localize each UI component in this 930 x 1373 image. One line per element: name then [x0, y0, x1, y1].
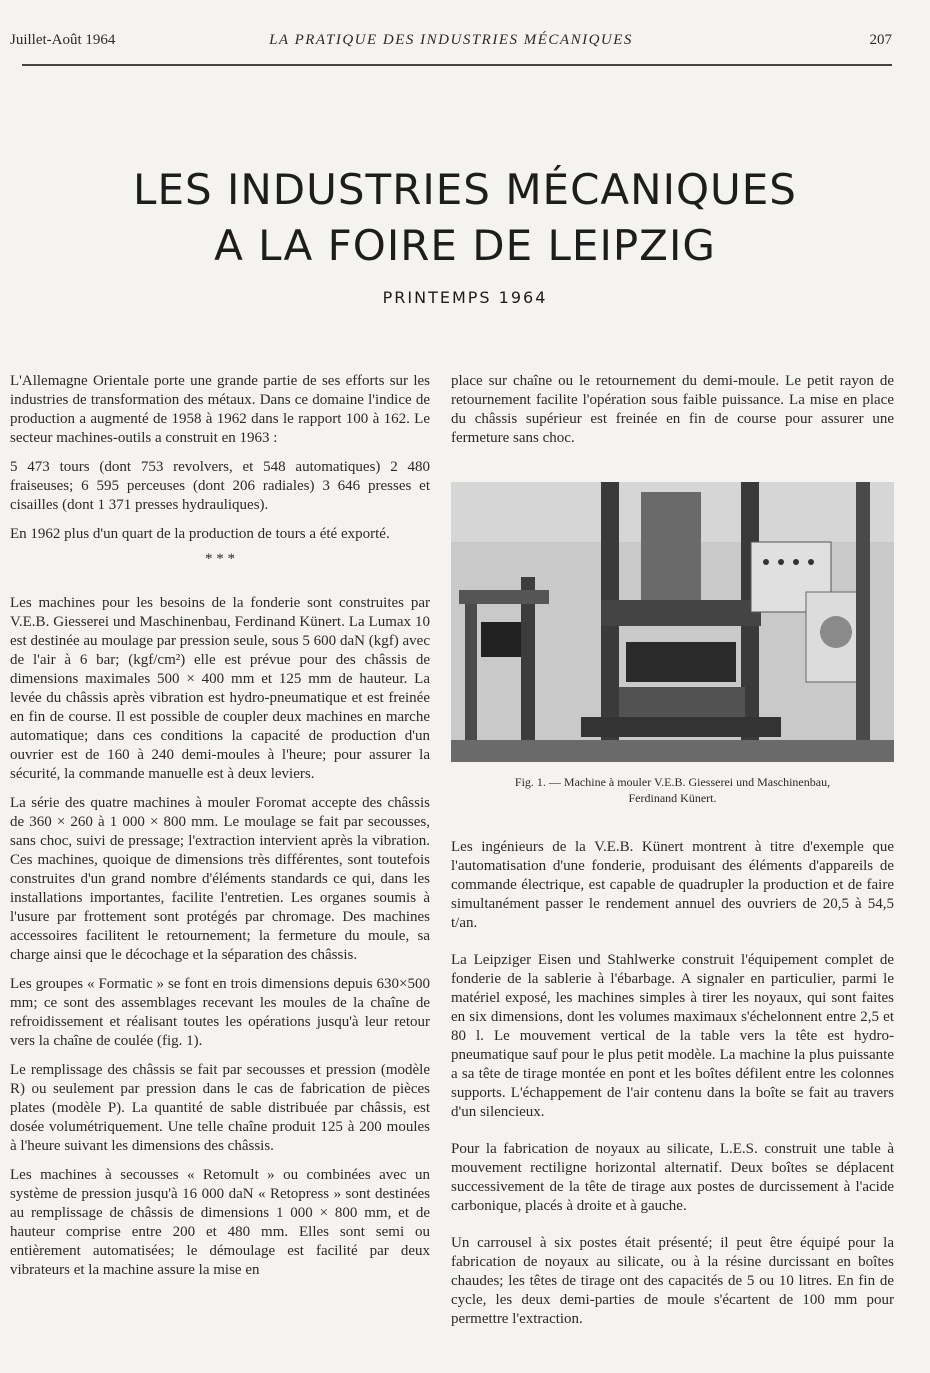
caption-line-2: Ferdinand Künert. — [628, 791, 717, 805]
foundry-machine-illustration — [451, 482, 894, 762]
page-number: 207 — [869, 32, 892, 48]
paragraph: Un carrousel à six postes était présenté; il peut être équipé pour la fabrication de noyaux au silicate, ou à la résine durcissant en boîtes chaudes; les têtes de tirage ont des capacités de 5 ou 10 litres. En fin de cycle, les deux demi-parties de moule s'écartent de 100 mm pour permettre l'extraction. — [451, 1235, 894, 1327]
section-separator: * * * — [205, 551, 235, 567]
paragraph: Pour la fabrication de noyaux au silicate, L.E.S. construit une table à mouvement rectiligne horizontal alternatif. Deux boîtes se déplacent successivement de la tête de tirage aux postes de durcissement à l'acide carbonique, placés à droite et à gauche. — [451, 1141, 894, 1214]
left-column — [10, 372, 430, 1290]
running-header — [10, 32, 892, 54]
paragraph: La série des quatre machines à mouler Foromat accepte des châssis de 360 × 260 à 1 000 × 800 mm. Le moulage se fait par secousses, sans choc, suivi de pressage; l'extraction intervient après la vibration. Ces machines, quoique de dimensions très différentes, sont toutefois construites d'un grand nombre d'éléments standards ce qui, dans les installations importantes, facilite l'entretien. Les organes soumis à l'usure par frottement sont protégés par chromage. Des machines accessoires facilitent le retournement; la fermeture du moule, sa charge ainsi que le décochage et la séparation des châssis. — [10, 795, 430, 963]
figure-caption — [451, 774, 894, 806]
right-column — [451, 372, 894, 1347]
machine-photo — [451, 482, 894, 762]
paragraph: 5 473 tours (dont 753 revolvers, et 548 automatiques) 2 480 fraiseuses; 6 595 perceuses (dont 206 radiales) 3 646 presses et cisailles (dont 1 371 presses hydrauliques). — [10, 459, 430, 513]
journal-title: LA PRATIQUE DES INDUSTRIES MÉCANIQUES — [269, 32, 633, 48]
title-line-1: LES INDUSTRIES MÉCANIQUES — [133, 165, 797, 214]
paragraph: Le remplissage des châssis se fait par secousses et pression (modèle R) ou seulement par pression dans le cas de fabrication de pièces plates (modèle P). La quantité de sable distribuée par châssis, est dosée volumétriquement. Une telle chaîne produit 125 à 200 moules à l'heure suivant les dimensions des châssis. — [10, 1062, 430, 1154]
paragraph: Les machines à secousses « Retomult » ou combinées avec un système de pression jusqu'à 16 000 daN « Retopress » sont destinées au remplissage de châssis de dimensions 1 000 × 800 mm, et de hauteur comprise entre 200 et 480 mm. Elles sont semi ou entièrement automatisées; le démoulage est facilité par deux vibrateurs et la machine assure la mise en — [10, 1167, 430, 1278]
caption-line-1: Fig. 1. — Machine à mouler V.E.B. Giesserei und Maschinenbau, — [514, 775, 831, 789]
paragraph: Les groupes « Formatic » se font en trois dimensions depuis 630×500 mm; ce sont des assemblages recevant les moules de la chaîne de refroidissement et réalisant toutes les opérations jusqu'à leur retour vers la chaîne de coulée (fig. 1). — [10, 976, 430, 1049]
header-rule — [22, 64, 892, 66]
paragraph: L'Allemagne Orientale porte une grande partie de ses efforts sur les industries de transformation des métaux. Dans ce domaine l'indice de production a augmenté de 1958 à 1962 dans le rapport 100 à 162. Le secteur machines-outils a construit en 1963 : — [10, 373, 430, 446]
paragraph: La Leipziger Eisen und Stahlwerke construit l'équipement complet de fonderie de la sablerie à l'ébarbage. A signaler en particulier, parmi le matériel exposé, les machines simples à tirer les noyaux, qui sont faites en six dimensions, dont les volumes maximaux s'échelonnent entre 2,5 et 80 l. Le mouvement vertical de la table vers la tête est hydro-pneumatique sauf pour le plus petit modèle. La machine la plus puissante a sa tête de tirage montée en pont et les boîtes défilent entre les colonnes supports. L'échappement de l'air contenu dans la boîte se fait au travers d'un silencieux. — [451, 952, 894, 1120]
paragraph: En 1962 plus d'un quart de la production de tours a été exporté. — [10, 526, 390, 542]
title-line-2: A LA FOIRE DE LEIPZIG — [214, 221, 716, 270]
article-title — [0, 162, 930, 274]
paragraph: Les ingénieurs de la V.E.B. Künert montrent à titre d'exemple que l'automatisation d'une fonderie, produisant des éléments d'appareils de commande électrique, est capable de quadrupler la production et de faire simultanément passer le rendement annuel des ouvriers de 20,5 à 54,5 t/an. — [451, 839, 894, 931]
issue-date: Juillet-Août 1964 — [10, 32, 116, 48]
paragraph: place sur chaîne ou le retournement du demi-moule. Le petit rayon de retournement facilite l'opération sous faible puissance. La mise en place du châssis supérieur est freinée en fin de course pour assurer une fermeture sans choc. — [451, 373, 894, 446]
article-subtitle: PRINTEMPS 1964 — [382, 288, 548, 307]
paragraph: Les machines pour les besoins de la fonderie sont construites par V.E.B. Giesserei und Maschinenbau, Ferdinand Künert. La Lumax 10 est destinée au moulage par pression seule, sous 5 600 daN (kgf) avec de l'air à 6 bar; (kgf/cm²) elle est prévue pour des châssis de dimensions maximales 500 × 400 mm et 125 mm de hauteur. La levée du châssis après vibration est hydro-pneumatique et est freinée en fin de course. Il est possible de coupler deux machines en marche automatique; dans ces conditions la capacité de production d'un ouvrier est de 160 à 240 demi-moules à l'heure; pour assurer la sécurité, la commande manuelle est à deux leviers. — [10, 595, 430, 782]
